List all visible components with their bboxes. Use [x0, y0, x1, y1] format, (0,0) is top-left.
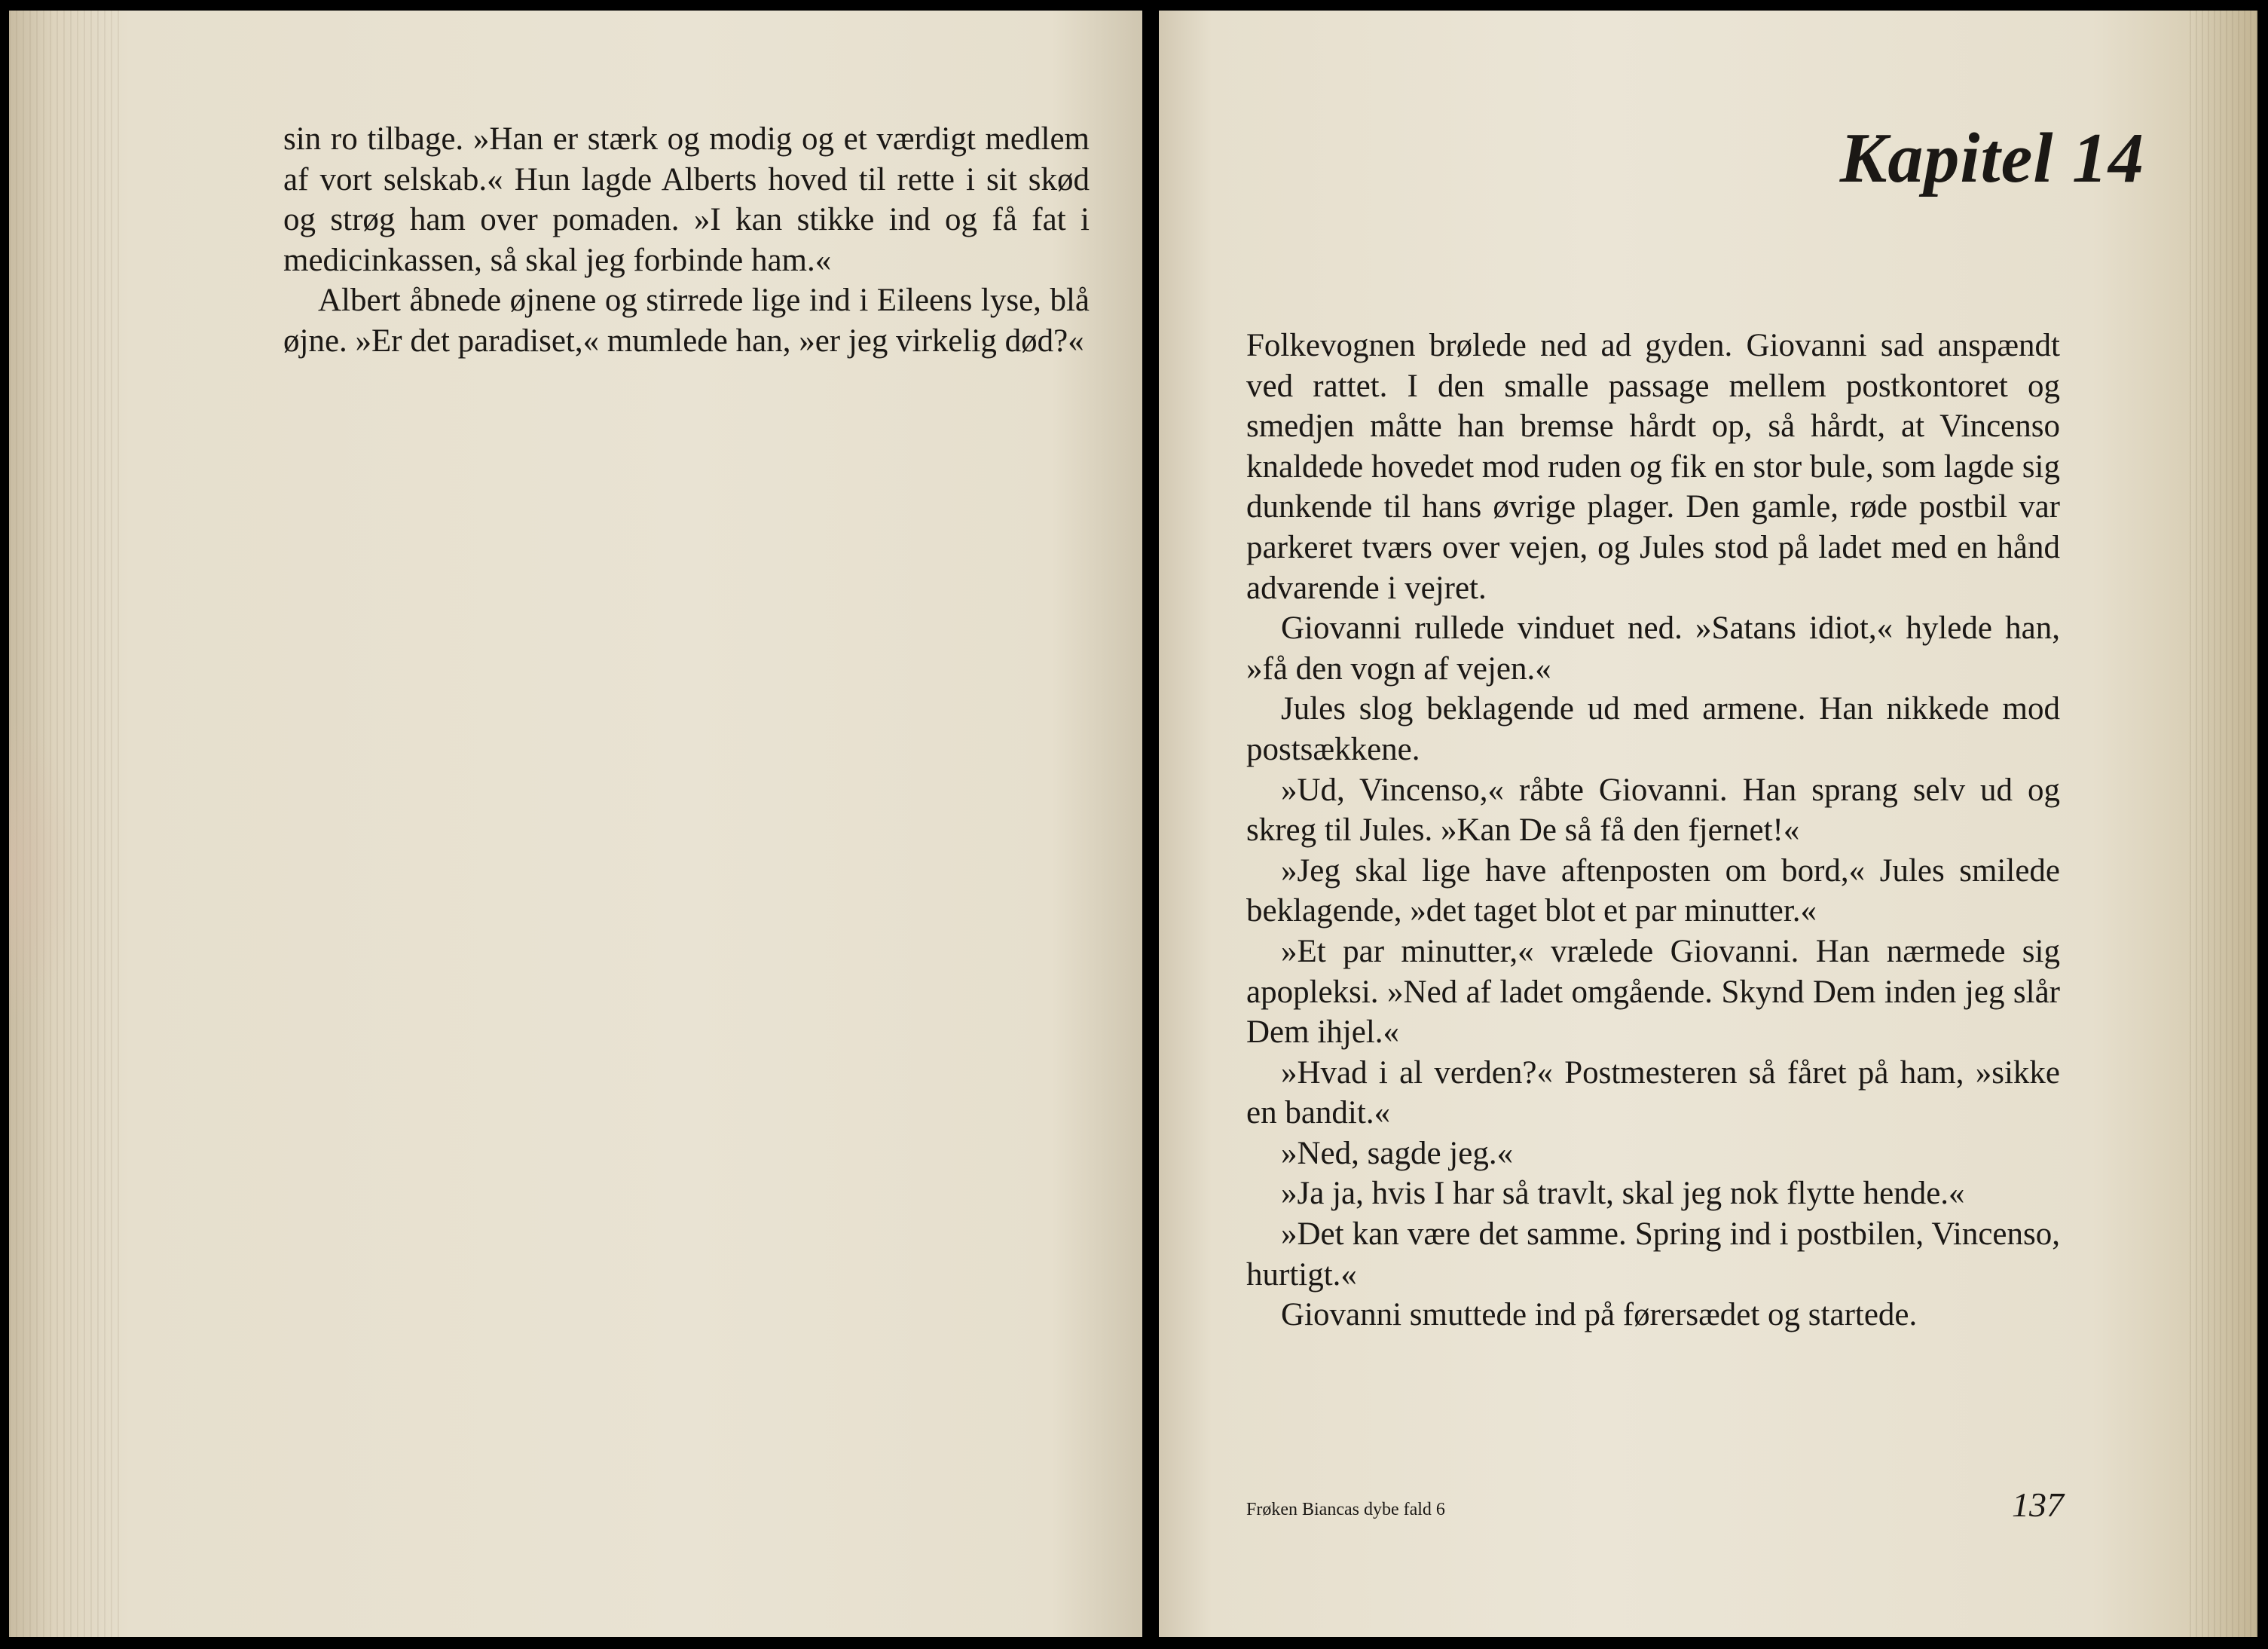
paragraph: »Det kan være det samme. Spring ind i postbilen, Vincenso, hurtigt.« [1246, 1216, 2060, 1293]
paragraph: »Ud, Vincenso,« råbte Giovanni. Han sprang selv ud og skreg til Jules. »Kan De så få den fjernet!« [1246, 772, 2060, 849]
left-page [9, 11, 1142, 1637]
footer-book-title: Frøken Biancas dybe fald 6 [1246, 1500, 1445, 1519]
paragraph: »Ned, sagde jeg.« [1281, 1135, 1514, 1171]
paragraph: »Ja ja, hvis I har så travlt, skal jeg nok flytte hende.« [1281, 1176, 1965, 1212]
page-number: 137 [2012, 1485, 2064, 1524]
paragraph: Albert åbnede øjnene og stirrede lige ind i Eileens lyse, blå øjne. »Er det paradiset,« mumlede han, »er jeg virkelig død?« [283, 283, 1090, 359]
paragraph: »Et par minutter,« vrælede Giovanni. Han nærmede sig apopleksi. »Ned af ladet omgående. Skynd Dem inden jeg slår Dem ihjel.« [1246, 933, 2060, 1051]
paragraph: Folkevognen brølede ned ad gyden. Giovanni sad anspændt ved rattet. I den smalle passage mellem postkontoret og smedjen måtte han bremse hårdt op, så hårdt, at Vincenso knaldede hovedet mod ruden og fik en stor bule, som lagde sig dunkende til hans øvrige plager. Den gamle, røde postbil var parkeret tværs over vejen, og Jules stod på ladet med en hånd advarende i vejret. [1246, 328, 2060, 606]
page-edge-shading [2190, 11, 2257, 1637]
right-page-text [1246, 326, 2060, 1335]
paragraph: »Hvad i al verden?« Postmesteren så fåret på ham, »sikke en bandit.« [1246, 1054, 2060, 1131]
paragraph: Jules slog beklagende ud med armene. Han nikkede mod postsækkene. [1246, 691, 2060, 767]
paragraph: Giovanni smuttede ind på førersædet og startede. [1281, 1297, 1918, 1333]
paragraph: sin ro tilbage. »Han er stærk og modig og et værdigt medlem af vort selskab.« Hun lagde Alberts hoved til rette i sit skød og strøg ham over pomaden. »I kan stikke ind og få fat i medicinkassen, så skal jeg forbinde ham.« [283, 121, 1090, 278]
left-page-text [283, 119, 1090, 362]
paragraph: »Jeg skal lige have aftenposten om bord,« Jules smilede beklagende, »det taget blot et par minutter.« [1246, 852, 2060, 929]
right-page [1159, 11, 2257, 1637]
paragraph: Giovanni rullede vinduet ned. »Satans idiot,« hylede han, »få den vogn af vejen.« [1246, 610, 2060, 687]
chapter-title: Kapitel 14 [1839, 119, 2144, 197]
paper-stain [9, 711, 77, 1028]
